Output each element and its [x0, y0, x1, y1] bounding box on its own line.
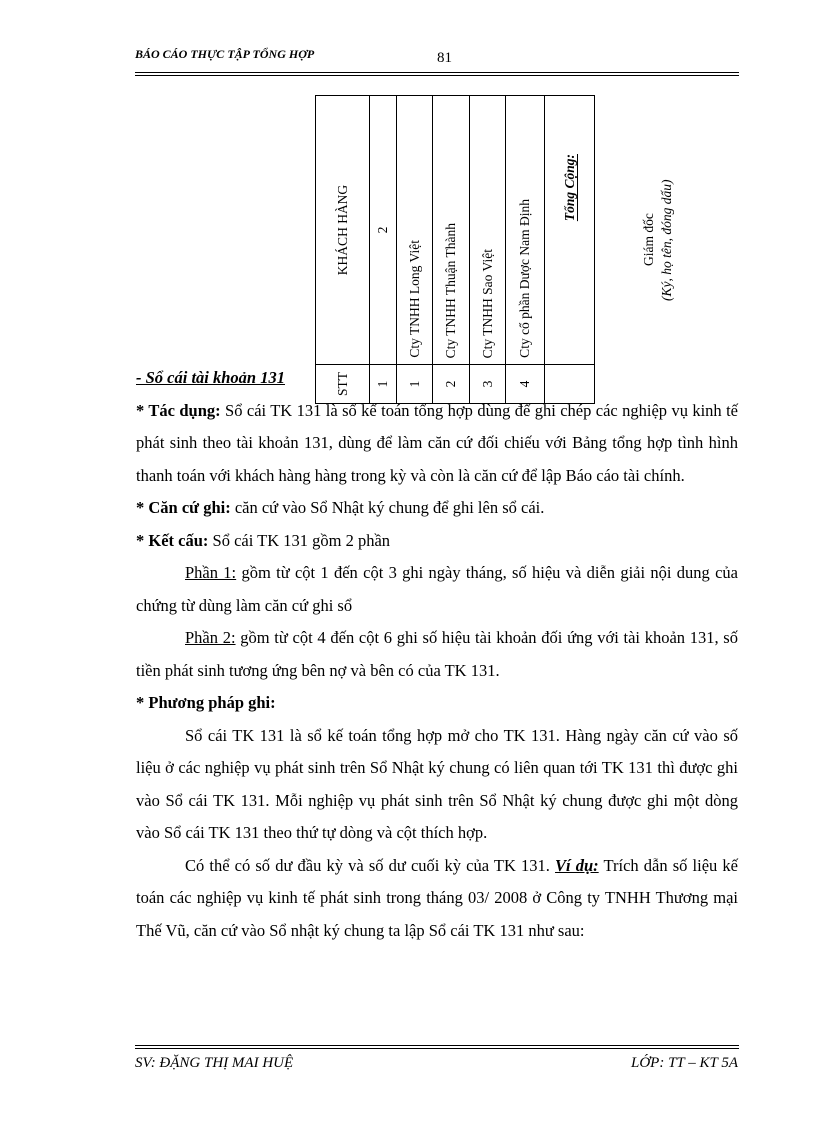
customer-name: Cty TNHH Sao Việt — [479, 248, 495, 358]
phuong-phap-label: * Phương pháp ghi: — [136, 693, 276, 712]
phan1-text: gồm từ cột 1 đến cột 3 ghi ngày tháng, số hiệu và diễn giải nội dung của chứng từ dùng làm căn cứ ghi sổ — [136, 563, 738, 615]
customer-name: Cty TNHH Thuận Thành — [443, 222, 458, 358]
footer-rule-bottom — [135, 1048, 739, 1049]
table-body-row — [316, 96, 595, 365]
paragraph — [136, 557, 738, 622]
vi-du-text: Trích dẫn số liệu kế toán các nghiệp vụ kinh tế phát sinh trong tháng 03/ 2008 ở Công ty TNHH Thương mại Thế Vũ, căn cứ vào Sổ nhật ký chung ta lập Sổ cái TK 131 như sau: — [136, 855, 739, 940]
column-number-cell — [370, 96, 397, 365]
customer-name: Cty TNHH Long Việt — [406, 240, 422, 358]
customer-name-cell — [506, 96, 545, 365]
paragraph — [136, 622, 738, 687]
customer-summary-table — [315, 95, 595, 404]
phan1-label: Phần 1: — [185, 563, 237, 582]
tac-dung-text: Sổ cái TK 131 là sổ kế toán tổng hợp dùng để ghi chép các nghiệp vụ kinh tế phát sinh theo tài khoản 131, dùng để làm căn cứ đối chiếu với Bảng tổng hợp tình hình thanh toán với khách hàng hàng trong kỳ và còn là căn cứ để lập Báo cáo tài chính. — [136, 400, 738, 485]
page-number: 81 — [437, 50, 452, 66]
class-name: LỚP: TT – KT 5A — [631, 1055, 738, 1071]
header-rule-bottom — [135, 75, 739, 76]
signature-note: (Ký, họ tên, đóng dấu) — [659, 179, 674, 301]
can-cu-label: * Căn cứ ghi: — [136, 498, 231, 517]
customer-name-cell — [397, 96, 433, 365]
report-title: BÁO CÁO THỰC TẬP TỔNG HỢP — [135, 47, 315, 61]
paragraph — [136, 850, 738, 948]
header-rule-top — [135, 72, 739, 73]
co-the-text: Có thể có số dư đầu kỳ và số dư cuối kỳ của TK 131. — [185, 855, 550, 875]
customer-name-cell — [470, 96, 506, 365]
total-label: Tổng Cộng: — [561, 154, 577, 222]
vi-du-label: Ví dụ: — [555, 855, 599, 875]
phuong-phap-text: Sổ cái TK 131 là sổ kế toán tổng hợp mở cho TK 131. Hàng ngày căn cứ vào số liệu ở các nghiệp vụ phát sinh trên Sổ Nhật ký chung có liên quan tới TK 131 thì được ghi vào Sổ cái TK 131. Mỗi nghiệp vụ phát sinh trên Sổ Nhật ký chung được ghi một dòng vào Sổ cái TK 131 theo thứ tự dòng và cột thích hợp. — [136, 725, 738, 842]
body-content — [136, 362, 738, 947]
stt-value: 4 — [517, 380, 532, 388]
paragraph — [136, 720, 738, 850]
section-heading: - Sổ cái tài khoản 131 — [136, 368, 285, 387]
ket-cau-label: * Kết cấu: — [136, 530, 209, 550]
paragraph — [136, 687, 738, 720]
footer-rule-top — [135, 1045, 739, 1046]
column-number: 2 — [375, 226, 390, 234]
phan2-label: Phần 2: — [185, 628, 236, 647]
tac-dung-label: * Tác dụng: — [136, 400, 221, 420]
customer-name: Cty cổ phần Dược Nam Định — [517, 199, 532, 358]
can-cu-text: căn cứ vào Sổ Nhật ký chung để ghi lên sổ cái. — [230, 498, 545, 517]
signature-block — [640, 150, 676, 330]
student-name: SV: ĐẶNG THỊ MAI HUỆ — [135, 1055, 294, 1071]
stt-value: 2 — [443, 380, 458, 388]
customer-header: KHÁCH HÀNG — [334, 184, 350, 276]
column-number: 1 — [375, 380, 390, 388]
paragraph — [136, 395, 738, 493]
paragraph — [136, 492, 738, 525]
stt-value: 3 — [479, 380, 495, 388]
signature-title: Giám đốc — [641, 213, 656, 267]
stt-header: STT — [334, 371, 350, 397]
total-cell — [545, 96, 595, 365]
paragraph — [136, 525, 738, 558]
customer-name-cell — [433, 96, 470, 365]
ket-cau-text: Sổ cái TK 131 gồm 2 phần — [208, 530, 391, 550]
customer-header-cell — [316, 96, 370, 365]
stt-value: 1 — [406, 380, 422, 388]
phan2-text: gồm từ cột 4 đến cột 6 ghi số hiệu tài khoản đối ứng với tài khoản 131, số tiền phát sinh tương ứng bên nợ và bên có của TK 131. — [136, 628, 738, 680]
